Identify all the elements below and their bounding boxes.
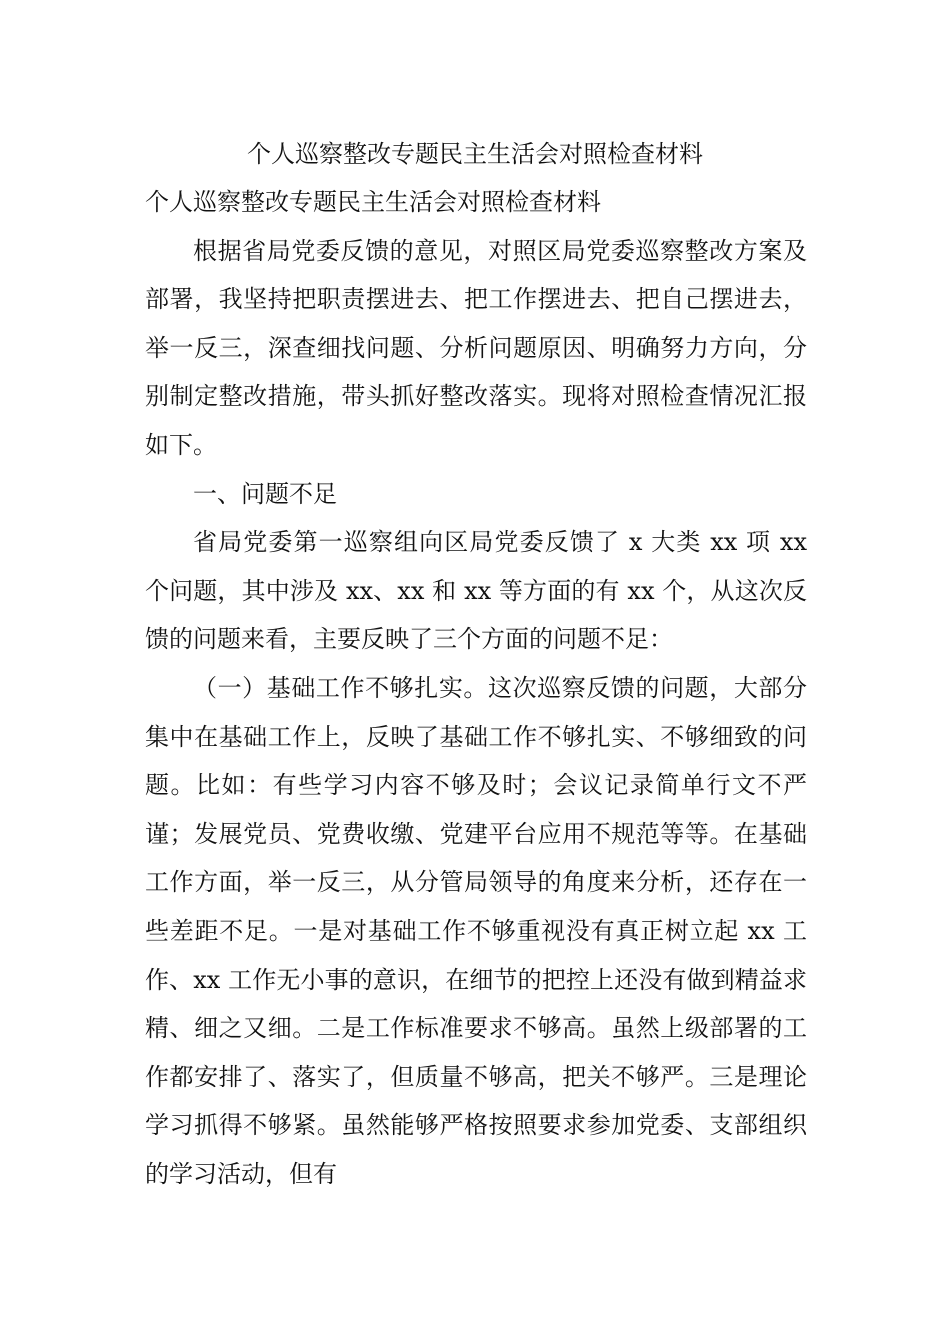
section-heading: 一、问题不足 <box>193 479 337 508</box>
document-body <box>145 178 807 1198</box>
document-subtitle: 个人巡察整改专题民主生活会对照检查材料 <box>145 188 601 216</box>
paragraph-feedback: 省局党委第一巡察组向区局党委反馈了 x 大类 xx 项 xx 个问题，其中涉及 xx、xx 和 xx 等方面的有 xx 个，从这次反馈的问题来看，主要反映了三个方面的问题不足： <box>145 528 807 654</box>
document-title: 个人巡察整改专题民主生活会对照检查材料 <box>247 140 703 168</box>
paragraph-basic-work: （一）基础工作不够扎实。这次巡察反馈的问题，大部分集中在基础工作上，反映了基础工作不够扎实、不够细致的问题。比如：有些学习内容不够及时；会议记录简单行文不严谨；发展党员、党费收缴、党建平台应用不规范等等。在基础工作方面，举一反三，从分管局领导的角度来分析，还存在一些差距不足。一是对基础工作不够重视没有真正树立起 xx 工作、xx 工作无小事的意识，在细节的把控上还没有做到精益求精、细之又细。二是工作标准要求不够高。虽然上级部署的工作都安排了、落实了，但质量不够高，把关不够严。三是理论学习抓得不够紧。虽然能够严格按照要求参加党委、支部组织的学习活动，但有 <box>145 673 807 1188</box>
paragraph-intro: 根据省局党委反馈的意见，对照区局党委巡察整改方案及部署，我坚持把职责摆进去、把工作摆进去、把自己摆进去，举一反三，深查细找问题、分析问题原因、明确努力方向，分别制定整改措施，带头抓好整改落实。现将对照检查情况汇报如下。 <box>145 236 807 459</box>
